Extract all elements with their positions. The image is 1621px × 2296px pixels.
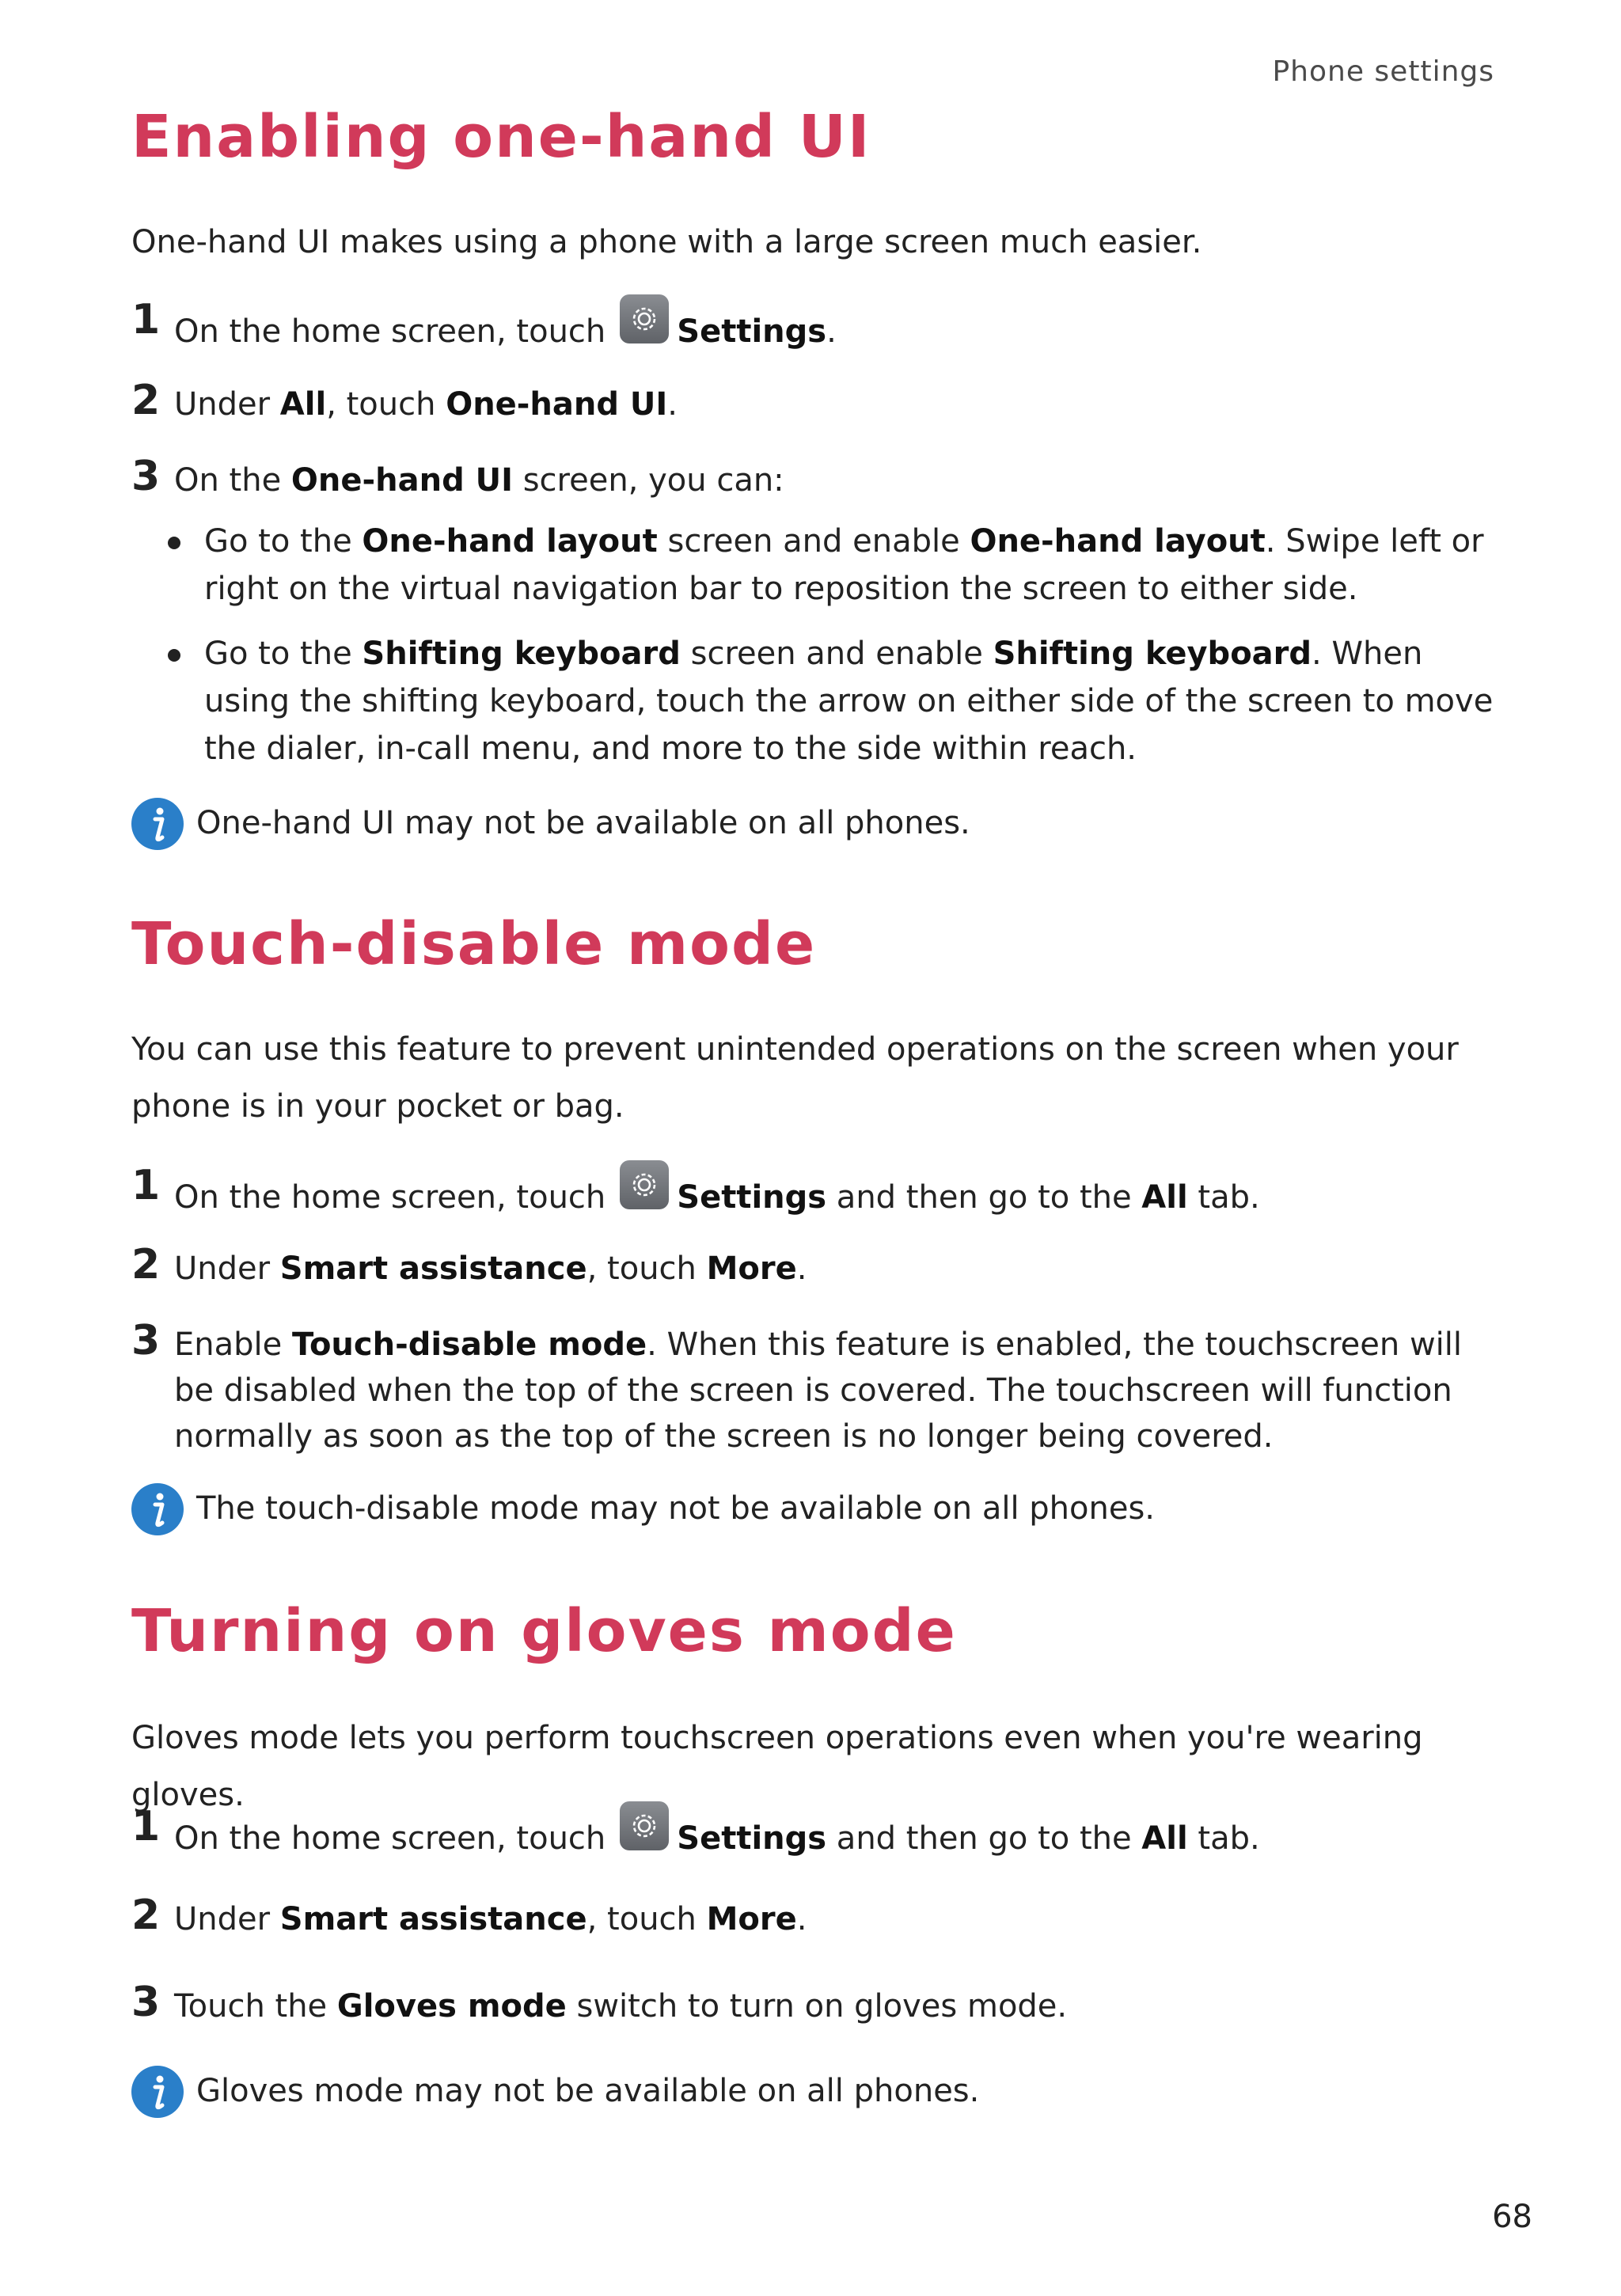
step-text-pre: Enable [174, 1326, 292, 1363]
settings-label: Settings [677, 313, 827, 350]
bullet-dot [168, 537, 180, 549]
settings-label: Settings [677, 1820, 827, 1857]
info-icon [131, 2066, 184, 2118]
more-label: More [706, 1250, 797, 1287]
step-text [174, 1322, 1496, 1459]
step-text [174, 301, 1496, 355]
section-intro: One-hand UI makes using a phone with a large screen much easier. [131, 224, 1202, 260]
note-text: Gloves mode may not be available on all phones. [196, 2073, 980, 2109]
step-text-pre: On the home screen, touch [174, 313, 606, 350]
info-icon [131, 1483, 184, 1535]
step-text-mid: , touch [587, 1901, 707, 1937]
one-hand-layout-option-label: One-hand layout [970, 523, 1266, 560]
step-text [174, 457, 1496, 503]
step-number: 1 [131, 1803, 161, 1850]
bullet-text-pre: Go to the [204, 636, 363, 672]
bullet-text-pre: Go to the [204, 523, 363, 560]
bullet-text-mid: screen and enable [657, 523, 970, 560]
step-text-pre: On the home screen, touch [174, 1820, 606, 1857]
bullet-text-mid: screen and enable [680, 636, 993, 672]
step-text-pre: On the home screen, touch [174, 1179, 606, 1216]
step-text-pre: Under [174, 1901, 280, 1937]
step-text [174, 1983, 1496, 2029]
bullet-text-post: . When using the shifting keyboard, touch the arrow on either side of the screen to move the dialer, in-call menu, and more to the side within reach. [204, 636, 1494, 767]
gear-icon [620, 1801, 669, 1850]
one-hand-ui-label: One-hand UI [290, 462, 513, 499]
step-text-post: . [667, 386, 678, 423]
step-text-post: screen, you can: [513, 462, 784, 499]
step-text [174, 1246, 1496, 1292]
smart-assistance-label: Smart assistance [279, 1901, 587, 1937]
page-number: 68 [1492, 2199, 1532, 2235]
step-text-pre: On the [174, 462, 291, 499]
all-tab-label: All [1141, 1179, 1188, 1216]
step-text [174, 1808, 1496, 1861]
step-text-post: . When this feature is enabled, the touchscreen will be disabled when the top of the screen is covered. The touchscreen will function normally as soon as the top of the screen is no longer being covered. [174, 1326, 1463, 1455]
step-number: 3 [131, 1979, 161, 2026]
step-text-mid: , touch [326, 386, 446, 423]
step-text-pre: Under [174, 386, 280, 423]
all-tab-label: All [1141, 1820, 1188, 1857]
step-text-post: . [796, 1250, 807, 1287]
gear-icon [620, 294, 669, 343]
smart-assistance-label: Smart assistance [279, 1250, 587, 1287]
one-hand-ui-label: One-hand UI [446, 386, 668, 423]
section-title: Enabling one-hand UI [131, 103, 871, 171]
note-text: One-hand UI may not be available on all phones. [196, 805, 970, 841]
all-tab-label: All [279, 386, 327, 423]
step-text-post: switch to turn on gloves mode. [566, 1988, 1068, 2025]
one-hand-layout-screen-label: One-hand layout [362, 523, 658, 560]
gloves-mode-label: Gloves mode [336, 1988, 567, 2025]
step-number: 1 [131, 296, 161, 343]
step-text-mid: and then go to the [826, 1179, 1142, 1216]
step-number: 2 [131, 1892, 161, 1939]
step-text-mid: , touch [587, 1250, 707, 1287]
section-intro: Gloves mode lets you perform touchscreen operations even when you're wearing gloves. [131, 1720, 1423, 1813]
more-label: More [706, 1901, 797, 1937]
step-number: 3 [131, 453, 161, 500]
step-text-post: tab. [1187, 1820, 1260, 1857]
section-intro: You can use this feature to prevent unintended operations on the screen when your phone is in your pocket or bag. [131, 1031, 1459, 1125]
section-title: Touch-disable mode [131, 910, 817, 978]
note-text: The touch-disable mode may not be available on all phones. [196, 1490, 1156, 1527]
step-number: 2 [131, 1241, 161, 1288]
step-text-pre: Touch the [174, 1988, 337, 2025]
bullet-dot [168, 649, 180, 662]
gear-icon [620, 1160, 669, 1209]
touch-disable-mode-label: Touch-disable mode [291, 1326, 647, 1363]
step-text-post: . [826, 313, 837, 350]
step-number: 3 [131, 1317, 161, 1364]
step-text-pre: Under [174, 1250, 280, 1287]
step-text [174, 1167, 1496, 1220]
info-icon [131, 798, 184, 850]
bullet-text [204, 630, 1502, 772]
step-text-mid: and then go to the [826, 1820, 1142, 1857]
step-text [174, 1896, 1496, 1942]
bullet-text-post: . Swipe left or right on the virtual navigation bar to reposition the screen to either side. [204, 523, 1484, 607]
shifting-keyboard-option-label: Shifting keyboard [993, 636, 1312, 672]
step-number: 1 [131, 1162, 161, 1209]
step-text-post: tab. [1187, 1179, 1260, 1216]
step-number: 2 [131, 377, 161, 424]
step-text-post: . [796, 1901, 807, 1937]
bullet-text [204, 518, 1502, 613]
step-text [174, 381, 1496, 427]
settings-label: Settings [677, 1179, 827, 1216]
running-header: Phone settings [1272, 55, 1494, 88]
section-title: Turning on gloves mode [131, 1597, 957, 1665]
shifting-keyboard-screen-label: Shifting keyboard [362, 636, 681, 672]
